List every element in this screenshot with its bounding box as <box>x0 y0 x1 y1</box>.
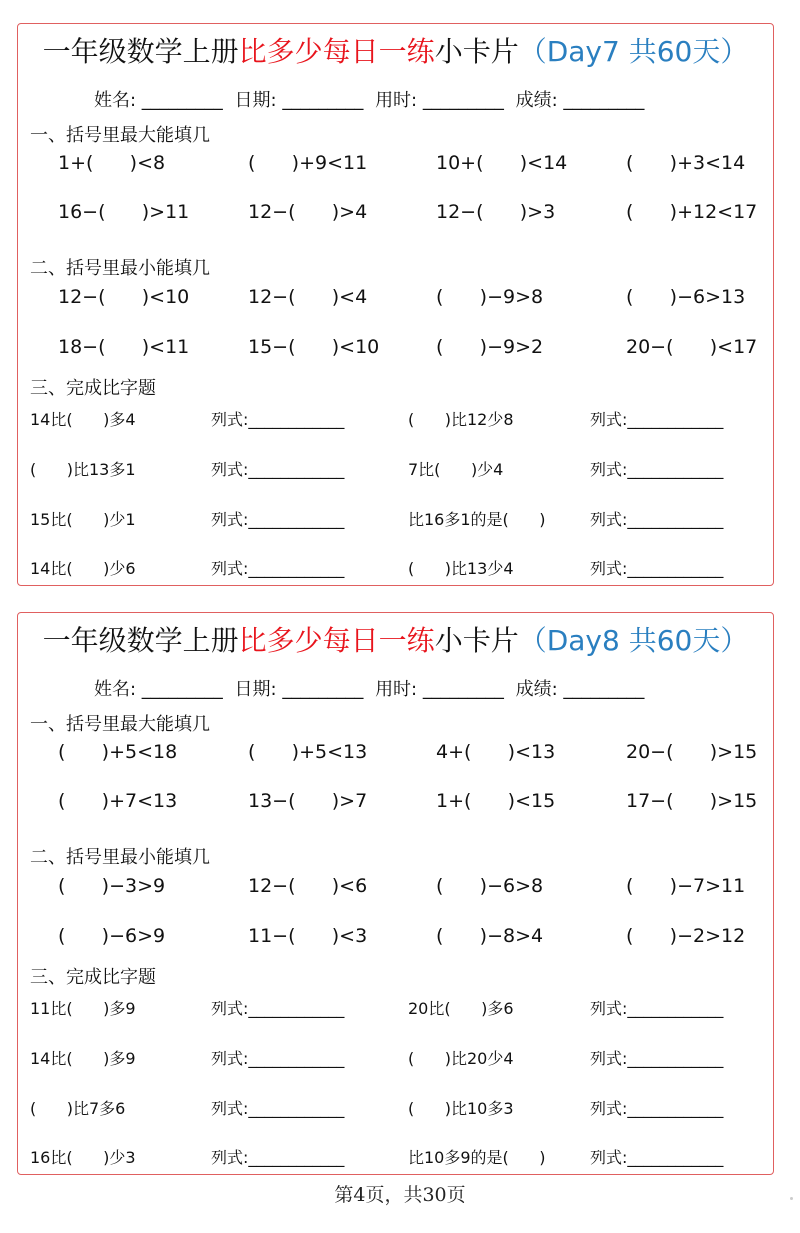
problem: 17−( )>15 <box>626 790 758 812</box>
section-3-heading: 三、完成比字题 <box>30 967 156 988</box>
problem: 12−( )>3 <box>436 201 556 223</box>
problem: 12−( )<10 <box>58 286 190 308</box>
problem: 4+( )<13 <box>436 741 556 763</box>
problem: 16−( )>11 <box>58 201 190 223</box>
comparison-problem: 14比( )少6 <box>30 559 136 578</box>
comparison-problem: 20比( )多6 <box>408 999 514 1018</box>
problem: ( )−9>2 <box>436 336 544 358</box>
problem: 12−( )>4 <box>248 201 368 223</box>
problem: 1+( )<8 <box>58 152 166 174</box>
time-field: 用时: _________ <box>375 90 504 111</box>
equation-blank: 列式:____________ <box>211 460 345 479</box>
section-3-heading: 三、完成比字题 <box>30 378 156 399</box>
comparison-problem: 7比( )少4 <box>408 460 504 479</box>
section-2-heading: 二、括号里最小能填几 <box>30 258 210 279</box>
problem: ( )−7>11 <box>626 875 746 897</box>
comparison-problem: ( )比10多3 <box>408 1099 514 1118</box>
page-footer: 第4页，共30页 <box>334 1184 466 1206</box>
comparison-problem: 15比( )少1 <box>30 510 136 529</box>
problem: ( )−3>9 <box>58 875 166 897</box>
score-field: 成绩: _________ <box>515 679 645 700</box>
problem: ( )+12<17 <box>626 201 758 223</box>
comparison-problem: ( )比13多1 <box>30 460 136 479</box>
comparison-problem: 11比( )多9 <box>30 999 136 1018</box>
problem: 12−( )<4 <box>248 286 368 308</box>
card-title <box>18 619 773 659</box>
problem: ( )−9>8 <box>436 286 544 308</box>
comparison-problem: 比16多1的是( ) <box>408 510 546 529</box>
problem: ( )+5<13 <box>248 741 368 763</box>
problem: 13−( )>7 <box>248 790 368 812</box>
equation-blank: 列式:____________ <box>590 460 724 479</box>
name-field: 姓名: _________ <box>94 679 223 700</box>
date-field: 日期: _________ <box>234 679 364 700</box>
comparison-problem: 14比( )多4 <box>30 410 136 429</box>
problem: ( )−8>4 <box>436 925 544 947</box>
equation-blank: 列式:____________ <box>590 1099 724 1118</box>
problem: ( )+3<14 <box>626 152 746 174</box>
time-field: 用时: _________ <box>375 679 504 700</box>
equation-blank: 列式:____________ <box>211 999 345 1018</box>
problem: 15−( )<10 <box>248 336 380 358</box>
problem: 11−( )<3 <box>248 925 368 947</box>
problem: 10+( )<14 <box>436 152 568 174</box>
equation-blank: 列式:____________ <box>590 999 724 1018</box>
equation-blank: 列式:____________ <box>211 1049 345 1068</box>
problem: ( )+7<13 <box>58 790 178 812</box>
title-part-red: 比多少每日一练 <box>238 624 435 657</box>
title-part-black2: 小卡片 <box>434 35 519 68</box>
comparison-problem: ( )比20少4 <box>408 1049 514 1068</box>
title-part-blue: （Day8 共60天） <box>518 624 749 657</box>
comparison-problem: 比10多9的是( ) <box>408 1148 546 1167</box>
info-row <box>94 86 650 112</box>
practice-card-day7 <box>17 23 774 586</box>
title-part-black: 一年级数学上册 <box>42 624 239 657</box>
problem: ( )−6>13 <box>626 286 746 308</box>
problem: 12−( )<6 <box>248 875 368 897</box>
equation-blank: 列式:____________ <box>211 1148 345 1167</box>
section-1-heading: 一、括号里最大能填几 <box>30 125 210 146</box>
problem: 1+( )<15 <box>436 790 556 812</box>
problem: 18−( )<11 <box>58 336 190 358</box>
practice-card-day8 <box>17 612 774 1175</box>
problem: ( )+5<18 <box>58 741 178 763</box>
equation-blank: 列式:____________ <box>590 510 724 529</box>
equation-blank: 列式:____________ <box>590 1148 724 1167</box>
problem: 20−( )>15 <box>626 741 758 763</box>
comparison-problem: 14比( )多9 <box>30 1049 136 1068</box>
comparison-problem: 16比( )少3 <box>30 1148 136 1167</box>
name-field: 姓名: _________ <box>94 90 223 111</box>
problem: ( )−6>9 <box>58 925 166 947</box>
equation-blank: 列式:____________ <box>211 510 345 529</box>
equation-blank: 列式:____________ <box>211 410 345 429</box>
comparison-problem: ( )比12少8 <box>408 410 514 429</box>
problem: ( )−6>8 <box>436 875 544 897</box>
equation-blank: 列式:____________ <box>211 559 345 578</box>
problem: ( )−2>12 <box>626 925 746 947</box>
title-part-blue: （Day7 共60天） <box>518 35 749 68</box>
comparison-problem: ( )比7多6 <box>30 1099 126 1118</box>
equation-blank: 列式:____________ <box>590 410 724 429</box>
corner-dot <box>790 1197 793 1200</box>
card-title <box>18 30 773 70</box>
problem: ( )+9<11 <box>248 152 368 174</box>
section-2-heading: 二、括号里最小能填几 <box>30 847 210 868</box>
problem: 20−( )<17 <box>626 336 758 358</box>
equation-blank: 列式:____________ <box>590 1049 724 1068</box>
title-part-black: 一年级数学上册 <box>42 35 239 68</box>
section-1-heading: 一、括号里最大能填几 <box>30 714 210 735</box>
date-field: 日期: _________ <box>234 90 364 111</box>
comparison-problem: ( )比13少4 <box>408 559 514 578</box>
score-field: 成绩: _________ <box>515 90 645 111</box>
info-row <box>94 675 650 701</box>
title-part-black2: 小卡片 <box>434 624 519 657</box>
equation-blank: 列式:____________ <box>590 559 724 578</box>
equation-blank: 列式:____________ <box>211 1099 345 1118</box>
title-part-red: 比多少每日一练 <box>238 35 435 68</box>
